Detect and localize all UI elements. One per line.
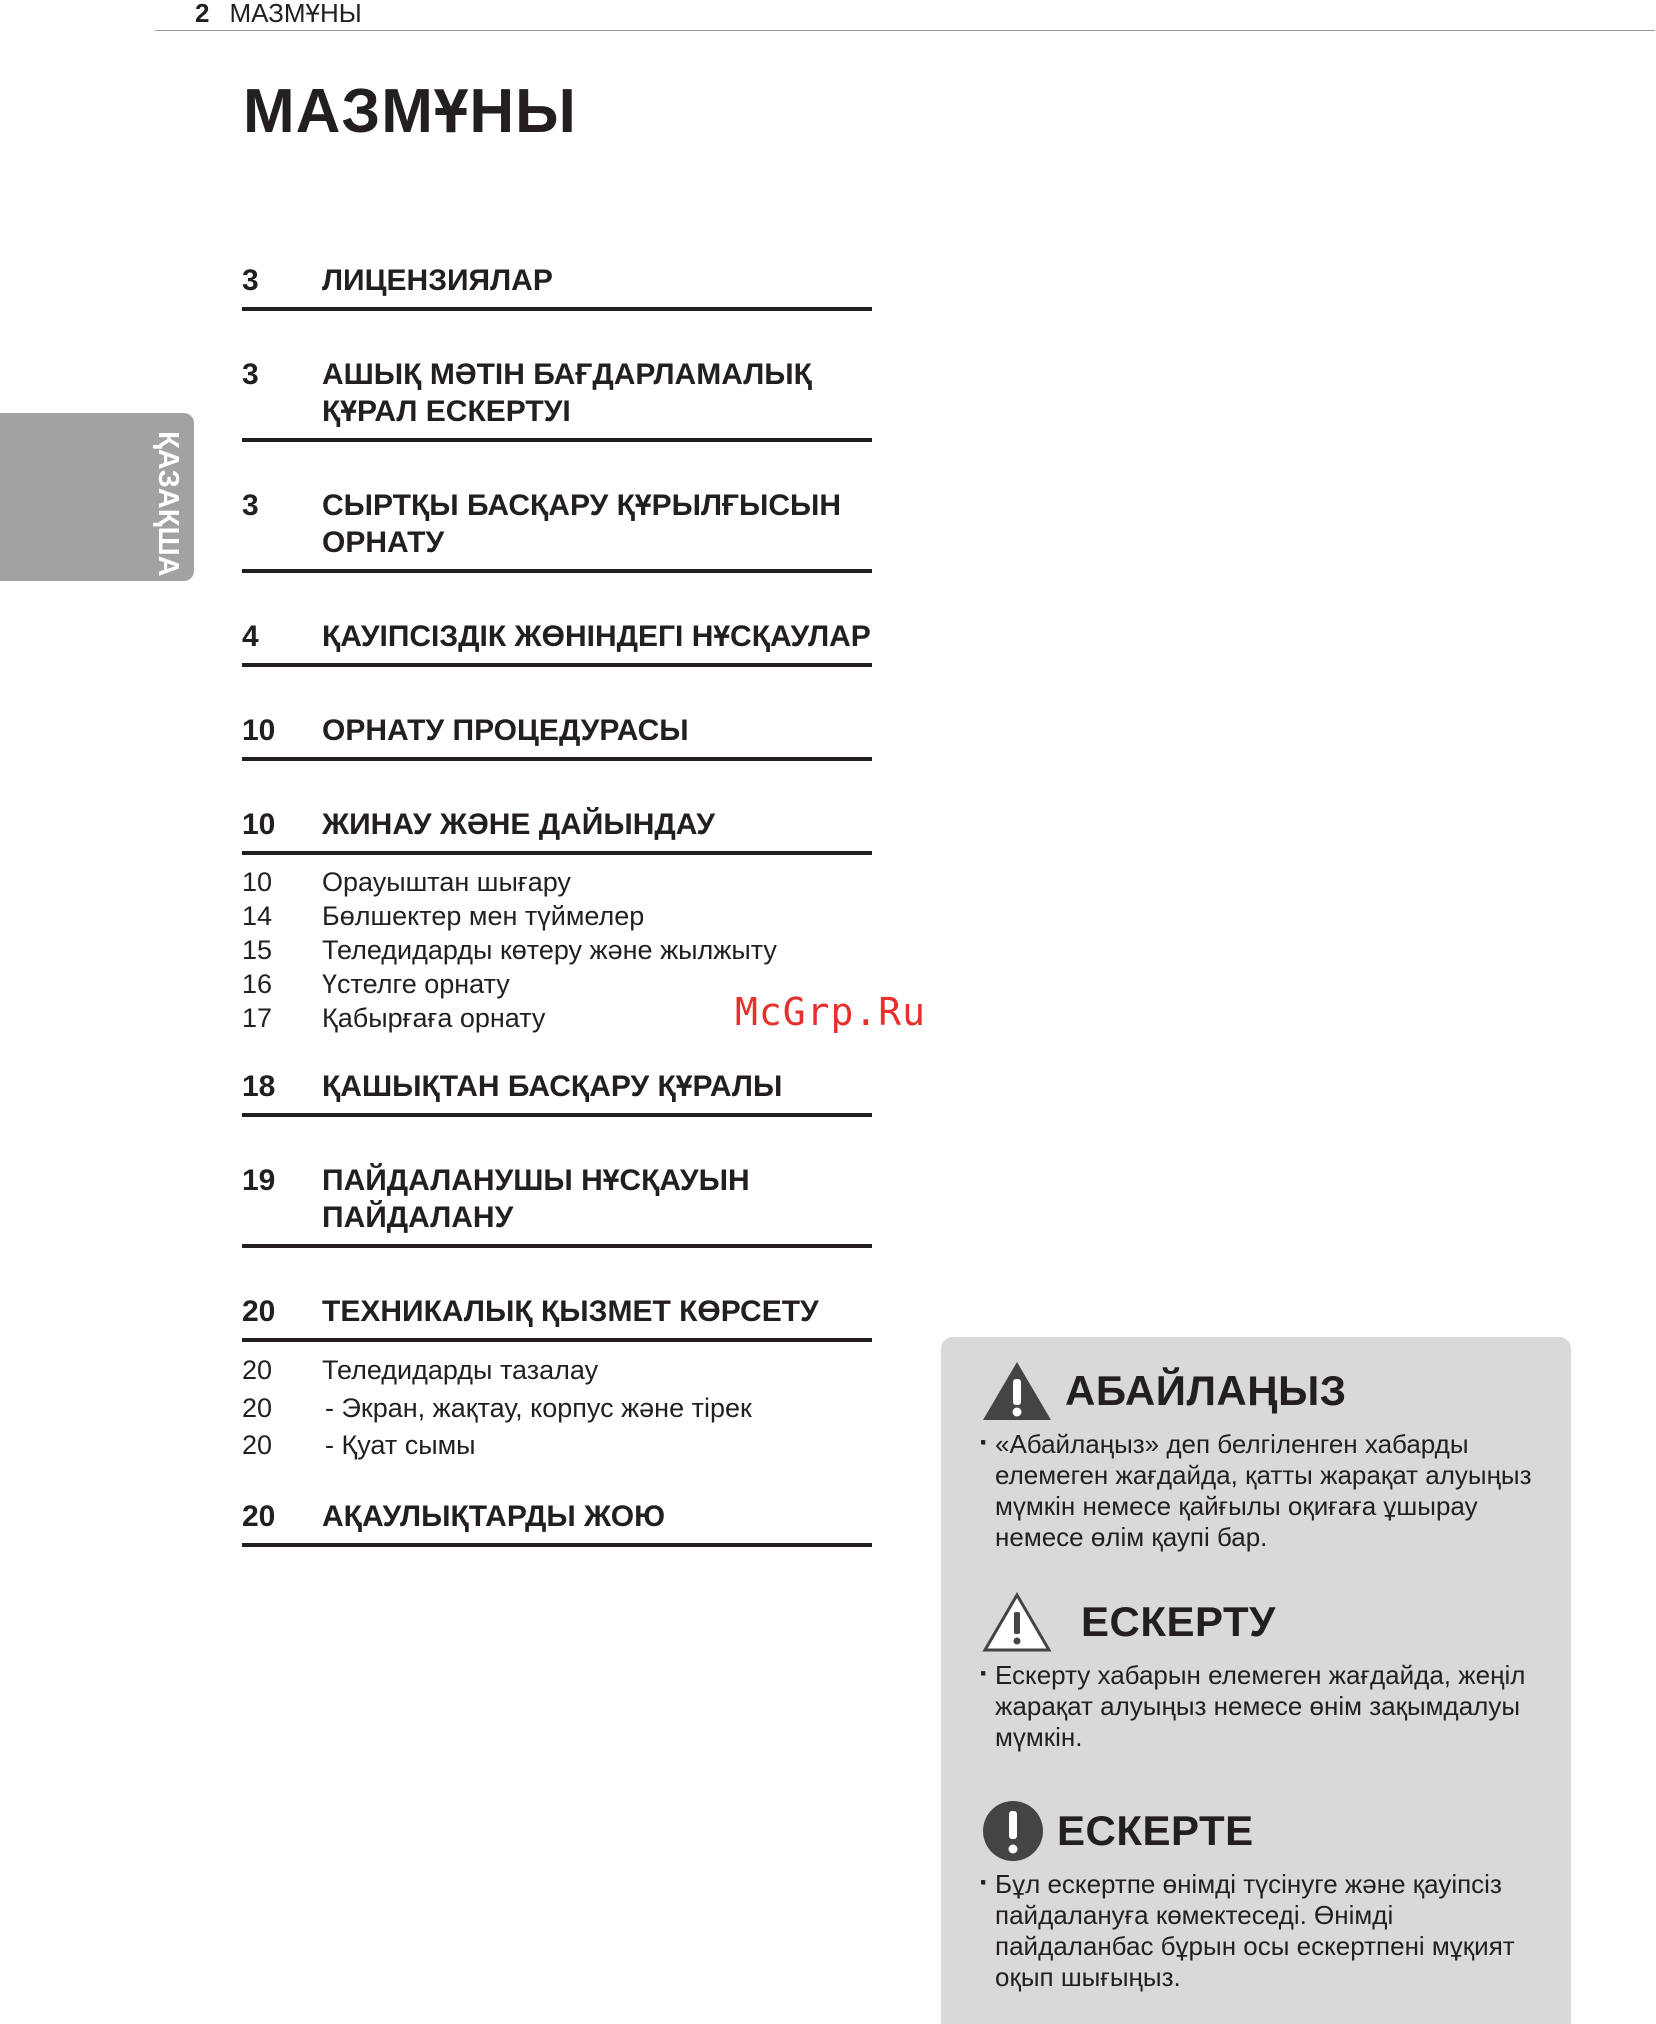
caution-text: · Ескерту хабарын елемеген жағдайда, жеңіл жарақат алуыңыз немесе өнім зақымдалуы мүмкін. — [981, 1660, 1551, 1753]
toc-entry[interactable] — [242, 1293, 872, 1342]
running-header — [155, 0, 1655, 31]
toc-entry-page: 19 — [242, 1164, 276, 1197]
language-tab-label: ҚАЗАҚША — [152, 431, 184, 577]
toc-section — [242, 1162, 872, 1248]
toc-sub-item-page: 14 — [242, 901, 273, 931]
toc-sub-item-title: Орауыштан шығару — [322, 867, 571, 897]
toc-entry[interactable] — [242, 487, 872, 573]
toc-section — [242, 356, 872, 442]
note-text: · Бұл ескертпе өнімді түсінуге және қауіпсіз пайдалануға көмектеседі. Өнімді пайдаланбас бұрын осы ескертпені мұқият оқып шығыңыз. — [981, 1869, 1551, 1993]
toc-sub-item[interactable] — [242, 899, 872, 933]
toc-entry-page: 4 — [242, 620, 259, 653]
toc-entry[interactable] — [242, 806, 872, 855]
note-notice — [981, 1799, 1551, 1993]
toc-sub-list — [242, 1342, 872, 1465]
toc-section — [242, 1293, 872, 1465]
toc-entry[interactable] — [242, 1162, 872, 1248]
toc-sub-item-title: Бөлшектер мен түймелер — [322, 901, 645, 931]
toc-entry-page: 10 — [242, 714, 276, 747]
toc-sub-item-title: Теледидарды көтеру және жылжыту — [322, 935, 777, 965]
header-section: МАЗМҰНЫ — [229, 0, 362, 28]
toc-sub-item-page: 16 — [242, 969, 273, 999]
toc-section — [242, 487, 872, 573]
toc-section — [242, 712, 872, 761]
caution-outline-triangle-icon — [981, 1590, 1053, 1654]
watermark: McGrp.Ru — [735, 990, 927, 1034]
toc-entry-title: СЫРТҚЫ БАСҚАРУ ҚҰРЫЛҒЫСЫН ОРНАТУ — [322, 489, 842, 559]
toc-entry-page: 3 — [242, 489, 259, 522]
warning-notice — [981, 1359, 1551, 1553]
toc-entry-page: 20 — [242, 1499, 276, 1533]
toc-section — [242, 618, 872, 667]
header-page-number: 2 — [195, 0, 210, 28]
toc-sub-item-page: 20 — [242, 1392, 273, 1423]
toc-sub-item[interactable] — [242, 1352, 872, 1390]
caution-notice — [981, 1590, 1551, 1753]
toc-sub-item-title: - Қуат сымы — [325, 1430, 476, 1460]
toc-entry-title: ОРНАТУ ПРОЦЕДУРАСЫ — [322, 714, 689, 747]
language-tab — [0, 413, 194, 581]
toc-sub-item-page: 15 — [242, 935, 273, 965]
toc-entry[interactable] — [242, 356, 872, 442]
warning-text: · «Абайлаңыз» деп белгіленген хабарды елемеген жағдайда, қатты жарақат алуыңыз мүмкін немесе қайғылы оқиғаға ұшырау немесе өлім қаупі бар. — [981, 1429, 1551, 1553]
toc-entry[interactable] — [242, 1498, 872, 1547]
toc-entry-title: ПАЙДАЛАНУШЫ НҰСҚАУЫН ПАЙДАЛАНУ — [322, 1164, 750, 1234]
toc-sub-item[interactable] — [242, 865, 872, 899]
toc-sub-item-title: Үстелге орнату — [322, 969, 510, 999]
note-header — [981, 1799, 1551, 1863]
toc-entry[interactable] — [242, 1068, 872, 1117]
toc-sub-item-page: 20 — [242, 1355, 273, 1385]
toc-entry-page: 10 — [242, 808, 276, 841]
toc-sub-item[interactable] — [242, 1427, 872, 1465]
toc-sub-item-title: - Экран, жақтау, корпус және тірек — [325, 1392, 752, 1423]
toc-sub-item[interactable] — [242, 1390, 872, 1428]
toc-entry-title: АШЫҚ МӘТІН БАҒДАРЛАМАЛЫҚ ҚҰРАЛ ЕСКЕРТУІ — [322, 358, 812, 428]
warning-filled-triangle-icon — [981, 1359, 1053, 1423]
toc-entry-page: 3 — [242, 264, 259, 297]
warning-header — [981, 1359, 1551, 1423]
toc-entry-title: ҚАШЫҚТАН БАСҚАРУ ҚҰРАЛЫ — [322, 1070, 783, 1103]
toc-sub-item-page: 17 — [242, 1003, 273, 1033]
caution-title: ЕСКЕРТУ — [1081, 1598, 1276, 1645]
toc-entry-page: 20 — [242, 1295, 276, 1328]
toc-entry-title: ЛИЦЕНЗИЯЛАР — [322, 264, 553, 297]
toc-entry-title: ҚАУІПСІЗДІК ЖӨНІНДЕГІ НҰСҚАУЛАР — [322, 620, 871, 653]
notice-box — [941, 1337, 1571, 2024]
caution-header — [981, 1590, 1551, 1654]
toc-entry[interactable] — [242, 262, 872, 311]
toc-section — [242, 262, 872, 311]
toc-section — [242, 1068, 872, 1117]
toc-sub-item[interactable] — [242, 933, 872, 967]
toc-entry-page: 3 — [242, 358, 259, 391]
warning-title: АБАЙЛАҢЫЗ — [1065, 1367, 1347, 1414]
exclamation-circle-icon — [981, 1799, 1045, 1863]
toc-entry[interactable] — [242, 712, 872, 761]
toc-entry[interactable] — [242, 618, 872, 667]
note-title: ЕСКЕРТЕ — [1057, 1807, 1254, 1854]
toc-sub-item-page: 10 — [242, 867, 273, 897]
table-of-contents — [242, 262, 872, 1547]
toc-entry-page: 18 — [242, 1070, 276, 1103]
toc-sub-item-title: Теледидарды тазалау — [322, 1355, 599, 1385]
toc-entry-title: АҚАУЛЫҚТАРДЫ ЖОЮ — [322, 1499, 666, 1533]
page-title: МАЗМҰНЫ — [243, 77, 577, 146]
toc-section — [242, 1498, 872, 1547]
toc-entry-title: ЖИНАУ ЖӘНЕ ДАЙЫНДАУ — [322, 808, 715, 841]
toc-entry-title: ТЕХНИКАЛЫҚ ҚЫЗМЕТ КӨРСЕТУ — [322, 1295, 819, 1328]
toc-sub-item-page: 20 — [242, 1430, 273, 1460]
toc-sub-item-title: Қабырғаға орнату — [322, 1003, 546, 1033]
